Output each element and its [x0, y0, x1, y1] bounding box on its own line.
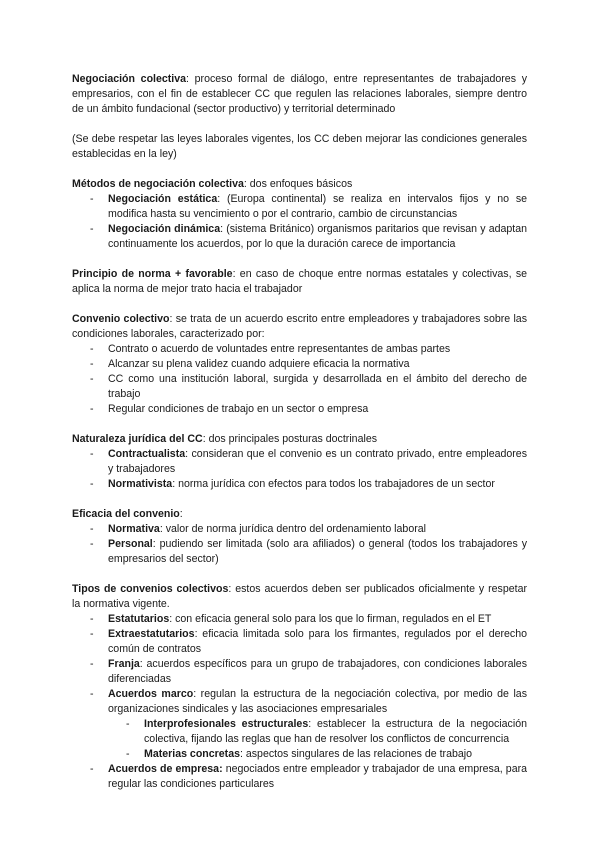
negociacion-text: : proceso formal de diálogo, entre representantes de trabajadores y empresarios, con el fin de establecer CC que regulen las relaciones laborales, siempre dentro de un ámbito fundacional (sector productivo) y territorial determinado — [72, 73, 527, 115]
convenio-heading — [72, 312, 527, 342]
list-item-text: : pudiendo ser limitada (solo ara afiliados) o general (todos los trabajadores y empresarios del sector) — [108, 538, 527, 565]
document-page — [72, 72, 527, 792]
list-item: - Alcanzar su plena validez cuando adquiere eficacia la normativa — [108, 357, 527, 372]
list-item-term: Acuerdos marco — [108, 688, 194, 700]
eficacia-text: : — [179, 508, 183, 520]
list-item-term: Personal — [108, 538, 153, 550]
principio-text: : en caso de choque entre normas estatales y colectivas, se aplica la norma de mejor trato hacia el trabajador — [72, 268, 528, 295]
list-item-term: Acuerdos de empresa: — [108, 763, 223, 775]
list-item — [108, 657, 527, 687]
negociacion-paragraph — [72, 72, 527, 117]
convenio-text: : se trata de un acuerdo escrito entre empleadores y trabajadores sobre las condiciones laborales, caracterizado por: — [72, 313, 527, 340]
tipos-list — [72, 612, 527, 792]
list-item — [108, 627, 527, 657]
list-item-text: : consideran que el convenio es un contrato privado, entre empleadores y trabajadores — [108, 448, 527, 475]
sublist-item-term: Materias concretas — [144, 748, 240, 760]
tipos-text: : estos acuerdos deben ser publicados oficialmente y respetar la normativa vigente. — [72, 583, 527, 610]
naturaleza-list — [72, 447, 527, 492]
list-item: - CC como una institución laboral, surgida y desarrollada en el ámbito del derecho de trabajo — [108, 372, 527, 402]
list-item-text: : regulan la estructura de la negociación colectiva, por medio de las organizaciones sindicales y las asociaciones empresariales — [108, 688, 527, 715]
list-item — [108, 222, 527, 252]
metodos-heading — [72, 177, 527, 192]
list-item-term: Negociación estática — [108, 193, 218, 205]
nota-paragraph: (Se debe respetar las leyes laborales vigentes, los CC deben mejorar las condiciones generales establecidas en la ley) — [72, 133, 527, 160]
negociacion-term: Negociación colectiva — [72, 73, 187, 85]
principio-term: Principio de norma + favorable — [72, 268, 233, 280]
sublist-item-text: : establecer la estructura de la negociación colectiva, fijando las reglas que han de resolver los conflictos de concurrencia — [144, 718, 527, 745]
list-item-text: : con eficacia general solo para los que lo firman, regulados en el ET — [169, 613, 492, 625]
list-item-text: negociados entre empleador y trabajador de una empresa, para regular las condiciones particulares — [108, 763, 527, 790]
sublist-item — [144, 717, 527, 747]
list-item — [108, 687, 527, 762]
list-item-term: Normativa — [108, 523, 160, 535]
list-item — [108, 192, 527, 222]
eficacia-list — [72, 522, 527, 567]
sublist-item-text: : aspectos singulares de las relaciones de trabajo — [239, 748, 473, 760]
naturaleza-text: : dos principales posturas doctrinales — [202, 433, 378, 445]
sublist-item-term: Interprofesionales estructurales — [144, 718, 309, 730]
tipos-heading — [72, 582, 527, 612]
list-item-term: Negociación dinámica — [108, 223, 221, 235]
tipos-term: Tipos de convenios colectivos — [72, 583, 229, 595]
convenio-term: Convenio colectivo — [72, 313, 170, 325]
list-item-term: Contractualista — [108, 448, 186, 460]
list-item — [108, 447, 527, 477]
list-item-text: : (Europa continental) se realiza en intervalos fijos y no se modifica hasta su vencimiento o por el contrario, cambio de circunstancias — [108, 193, 528, 220]
principio-paragraph — [72, 267, 527, 297]
list-item-term: Extraestatutarios — [108, 628, 195, 640]
list-item-term: Estatutarios — [108, 613, 170, 625]
acuerdos-marco-sublist — [108, 717, 527, 762]
list-item-term: Normativista — [108, 478, 173, 490]
eficacia-term: Eficacia del convenio — [72, 508, 180, 520]
list-item — [108, 522, 527, 537]
list-item — [108, 612, 527, 627]
list-item-text: : norma jurídica con efectos para todos los trabajadores de un sector — [172, 478, 495, 490]
metodos-list — [72, 192, 527, 252]
eficacia-heading — [72, 507, 527, 522]
metodos-text: : dos enfoques básicos — [243, 178, 353, 190]
list-item-text: : eficacia limitada solo para los firmantes, regulados por el derecho común de contratos — [108, 628, 527, 655]
metodos-term: Métodos de negociación colectiva — [72, 178, 244, 190]
list-item: - Regular condiciones de trabajo en un sector o empresa — [108, 402, 527, 417]
list-item — [108, 477, 527, 492]
convenio-list — [72, 342, 527, 417]
naturaleza-term: Naturaleza jurídica del CC — [72, 433, 203, 445]
list-item: - Contrato o acuerdo de voluntades entre representantes de ambas partes — [108, 342, 527, 357]
list-item-text: : acuerdos específicos para un grupo de trabajadores, con condiciones laborales diferenciadas — [108, 658, 527, 685]
list-item-text: : valor de norma jurídica dentro del ordenamiento laboral — [159, 523, 426, 535]
list-item-term: Franja — [108, 658, 140, 670]
list-item — [108, 537, 527, 567]
sublist-item — [144, 747, 527, 762]
list-item-text: : (sistema Británico) organismos paritarios que revisan y adaptan continuamente los acuerdos, por lo que la duración carece de importancia — [108, 223, 527, 250]
list-item — [108, 762, 527, 792]
naturaleza-heading — [72, 432, 527, 447]
